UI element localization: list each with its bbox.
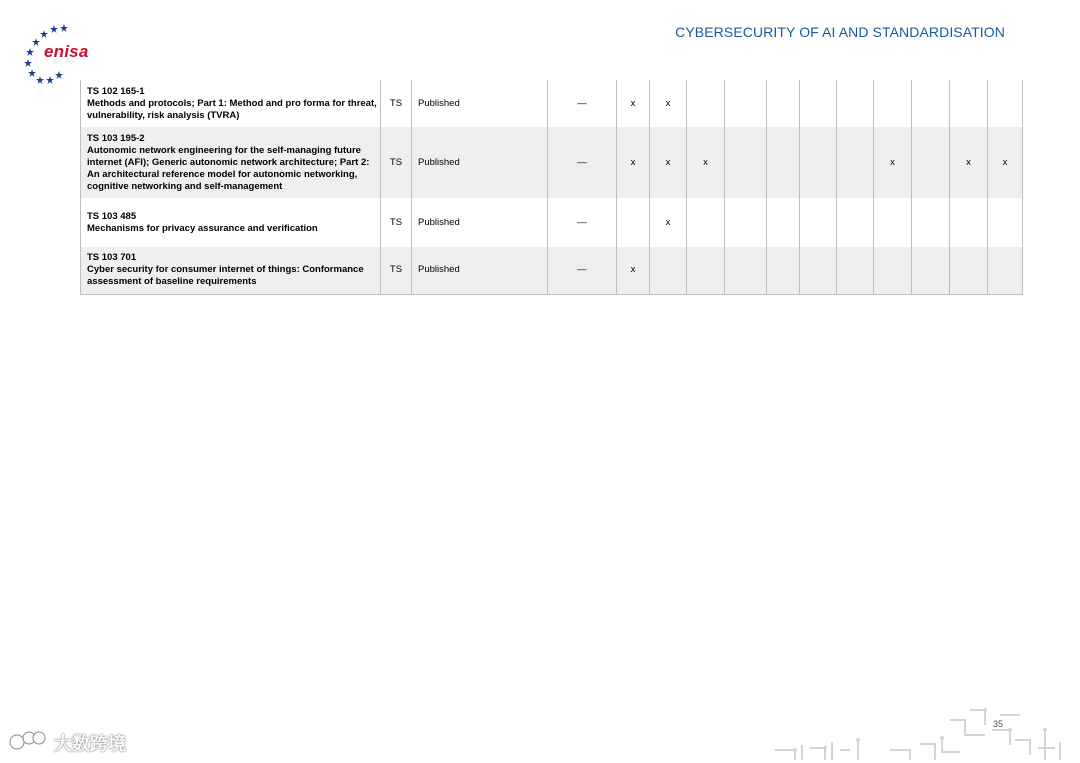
status-cell: Published xyxy=(412,247,548,294)
mark-cell xyxy=(800,247,837,294)
availability-cell: — xyxy=(548,80,617,127)
document-type-cell: TS xyxy=(381,198,412,247)
mark-cell xyxy=(800,198,837,247)
standard-title: Mechanisms for privacy assurance and verification xyxy=(87,222,318,234)
mark-cell xyxy=(687,247,725,294)
table-row xyxy=(81,247,1023,294)
enisa-logo xyxy=(22,22,102,86)
standard-title: Cyber security for consumer internet of things: Conformance assessment of baseline requirements xyxy=(87,264,364,288)
mark-cell xyxy=(874,247,912,294)
mark-cell xyxy=(617,198,650,247)
mark-cell xyxy=(767,127,800,198)
document-type-cell: TS xyxy=(381,247,412,294)
mark-cell xyxy=(912,127,950,198)
standard-title: Methods and protocols; Part 1: Method and pro forma for threat, vulnerability, risk analysis (TVRA) xyxy=(87,97,377,121)
mark-cell xyxy=(837,198,874,247)
mark-cell xyxy=(912,80,950,127)
mark-cell xyxy=(988,247,1023,294)
availability-cell: — xyxy=(548,127,617,198)
standard-reference: TS 102 165-1 xyxy=(87,85,145,97)
mark-cell xyxy=(837,127,874,198)
mark-cell: x xyxy=(874,127,912,198)
standard-title: Autonomic network engineering for the self-managing future internet (AFI); Generic autonomic network architecture; Part 2: An architectural reference model for autonomic networking, cognitive networking and self-management xyxy=(87,144,370,192)
mark-cell xyxy=(988,80,1023,127)
mark-cell: x xyxy=(617,80,650,127)
mark-cell xyxy=(874,198,912,247)
mark-cell xyxy=(767,80,800,127)
mark-cell: x xyxy=(650,80,687,127)
standard-reference: TS 103 195-2 xyxy=(87,132,145,144)
mark-cell: x xyxy=(650,127,687,198)
mark-cell xyxy=(912,198,950,247)
mark-cell xyxy=(837,247,874,294)
standards-table xyxy=(80,80,1023,295)
status-cell: Published xyxy=(412,80,548,127)
logo-wordmark: enisa xyxy=(44,42,89,61)
mark-cell: x xyxy=(687,127,725,198)
availability-cell: — xyxy=(548,247,617,294)
mark-cell xyxy=(687,80,725,127)
mark-cell xyxy=(725,198,767,247)
table-row xyxy=(81,127,1023,198)
mark-cell: x xyxy=(988,127,1023,198)
mark-cell xyxy=(988,198,1023,247)
mark-cell: x xyxy=(617,247,650,294)
document-type-cell: TS xyxy=(381,80,412,127)
circuit-decoration-icon xyxy=(770,700,1070,763)
standard-reference: TS 103 701 xyxy=(87,252,137,264)
document-type-cell: TS xyxy=(381,127,412,198)
availability-cell: — xyxy=(548,198,617,247)
mark-cell xyxy=(800,80,837,127)
standard-title-cell xyxy=(81,127,381,198)
mark-cell xyxy=(725,127,767,198)
mark-cell xyxy=(950,80,988,127)
document-title: CYBERSECURITY OF AI AND STANDARDISATION xyxy=(675,24,1005,40)
mark-cell xyxy=(650,247,687,294)
mark-cell xyxy=(725,80,767,127)
mark-cell xyxy=(912,247,950,294)
mark-cell xyxy=(950,198,988,247)
mark-cell xyxy=(767,198,800,247)
table-row xyxy=(81,198,1023,247)
watermark xyxy=(8,729,126,757)
watermark-text: 大数跨境 xyxy=(54,734,126,754)
mark-cell xyxy=(725,247,767,294)
mark-cell: x xyxy=(617,127,650,198)
status-cell: Published xyxy=(412,127,548,198)
watermark-logo-icon xyxy=(8,728,48,759)
standard-title-cell xyxy=(81,247,381,294)
mark-cell xyxy=(767,247,800,294)
mark-cell xyxy=(950,247,988,294)
page-number: 35 xyxy=(993,719,1004,729)
mark-cell xyxy=(874,80,912,127)
mark-cell: x xyxy=(950,127,988,198)
table-row xyxy=(81,80,1023,127)
mark-cell: x xyxy=(650,198,687,247)
mark-cell xyxy=(800,127,837,198)
standard-title-cell xyxy=(81,80,381,127)
mark-cell xyxy=(687,198,725,247)
standard-reference: TS 103 485 xyxy=(87,210,137,222)
standard-title-cell xyxy=(81,198,381,247)
mark-cell xyxy=(837,80,874,127)
status-cell: Published xyxy=(412,198,548,247)
